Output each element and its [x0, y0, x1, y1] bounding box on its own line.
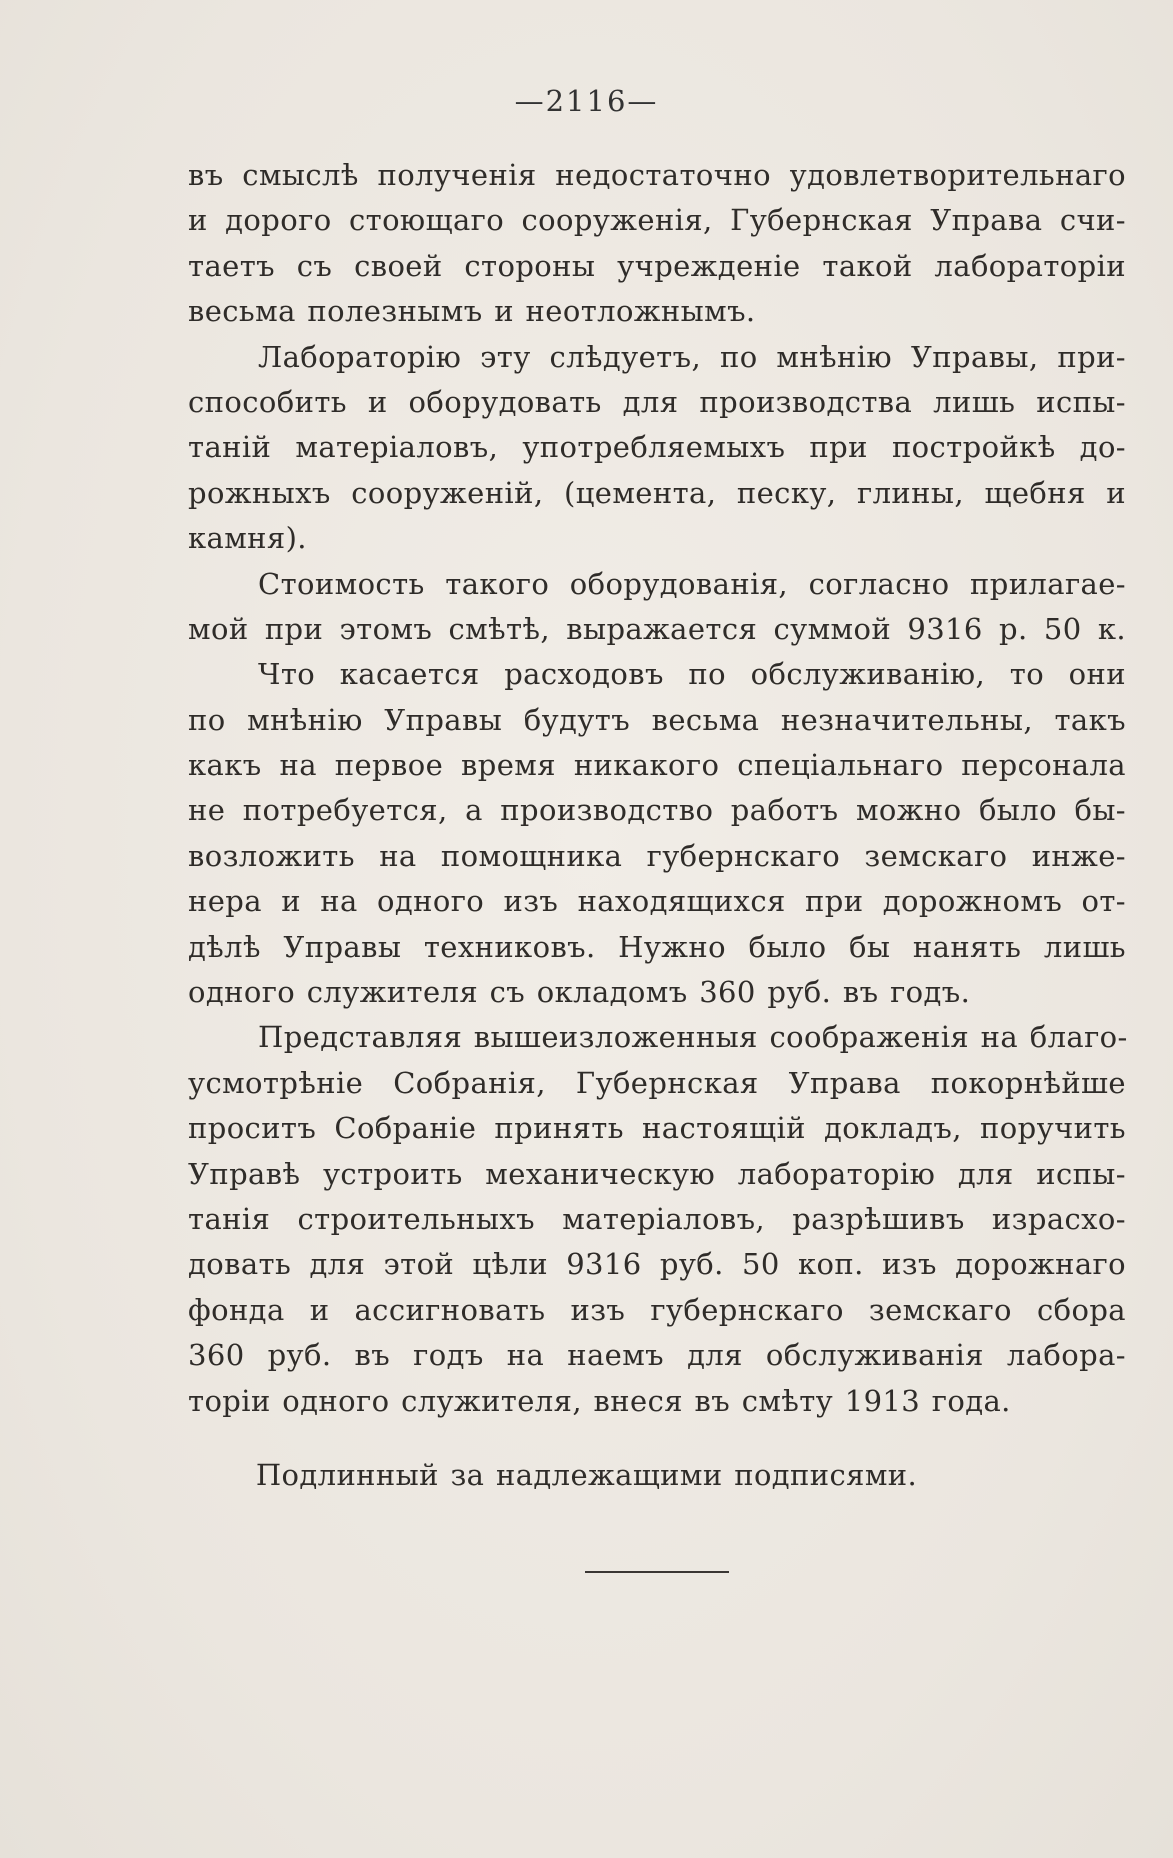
- text-line: Стоимость такого оборудованія, согласно прилагае-: [258, 566, 1126, 601]
- text-line: Лабораторію эту слѣдуетъ, по мнѣнію Управы, при-: [258, 339, 1126, 374]
- text-line: не потребуется, а производство работъ можно было бы-: [188, 793, 1126, 828]
- paragraph-2: [188, 335, 1126, 562]
- paragraph-5: [188, 1015, 1126, 1424]
- text-line: рожныхъ сооруженій, (цемента, песку, глины, щебня и: [188, 475, 1126, 510]
- text-line: Управѣ устроить механическую лабораторію для испы-: [188, 1156, 1126, 1191]
- text-line: таетъ съ своей стороны учрежденіе такой лабораторіи: [188, 248, 1126, 283]
- text-line: дѣлѣ Управы техниковъ. Нужно было бы нанять лишь: [188, 929, 1126, 964]
- paragraph-3: [188, 562, 1126, 653]
- text-line: усмотрѣніе Собранія, Губернская Управа покорнѣйше: [188, 1065, 1126, 1100]
- text-line: торіи одного служителя, внеся въ смѣту 1913 года.: [188, 1383, 1011, 1418]
- text-line: по мнѣнію Управы будутъ весьма незначительны, такъ: [188, 702, 1126, 737]
- text-line: способить и оборудовать для производства лишь испы-: [188, 384, 1126, 419]
- text-line: въ смыслѣ полученія недостаточно удовлетворительнаго: [188, 158, 1126, 192]
- text-line: проситъ Собраніе принять настоящій докладъ, поручить: [188, 1111, 1126, 1146]
- text-line: довать для этой цѣли 9316 руб. 50 коп. изъ дорожнаго: [188, 1247, 1126, 1282]
- text-line: весьма полезнымъ и неотложнымъ.: [188, 294, 756, 329]
- page-number: —2116—: [514, 84, 659, 118]
- text-line: танія строительныхъ матеріаловъ, разрѣшивъ израсхо-: [188, 1201, 1126, 1236]
- text-line: камня).: [188, 521, 307, 556]
- text-line: мой при этомъ смѣтѣ, выражается суммой 9316 р. 50 к.: [188, 611, 1126, 646]
- text-line: фонда и ассигновать изъ губернскаго земскаго сбора: [188, 1292, 1126, 1327]
- text-line: нера и на одного изъ находящихся при дорожномъ от-: [188, 884, 1126, 919]
- text-line: одного служителя съ окладомъ 360 руб. въ годъ.: [188, 975, 971, 1010]
- text-line: и дорого стоющаго сооруженія, Губернская Управа счи-: [188, 203, 1126, 238]
- text-line: возложить на помощника губернскаго земскаго инже-: [188, 838, 1126, 873]
- paragraph-1: [188, 153, 1126, 335]
- text-line: какъ на первое время никакого спеціальнаго персонала: [188, 748, 1126, 783]
- text-line: Что касается расходовъ по обслуживанію, то они: [258, 657, 1126, 692]
- body-text: [188, 153, 1126, 1424]
- horizontal-rule: [585, 1571, 729, 1573]
- paragraph-4: [188, 652, 1126, 1015]
- text-line: 360 руб. въ годъ на наемъ для обслуживанія лабора-: [188, 1338, 1126, 1373]
- closing-signature-note: Подлинный за надлежащими подписями.: [255, 1458, 918, 1492]
- text-line: Представляя вышеизложенныя соображенія на благо-: [258, 1020, 1128, 1055]
- text-line: таній матеріаловъ, употребляемыхъ при постройкѣ до-: [188, 430, 1126, 465]
